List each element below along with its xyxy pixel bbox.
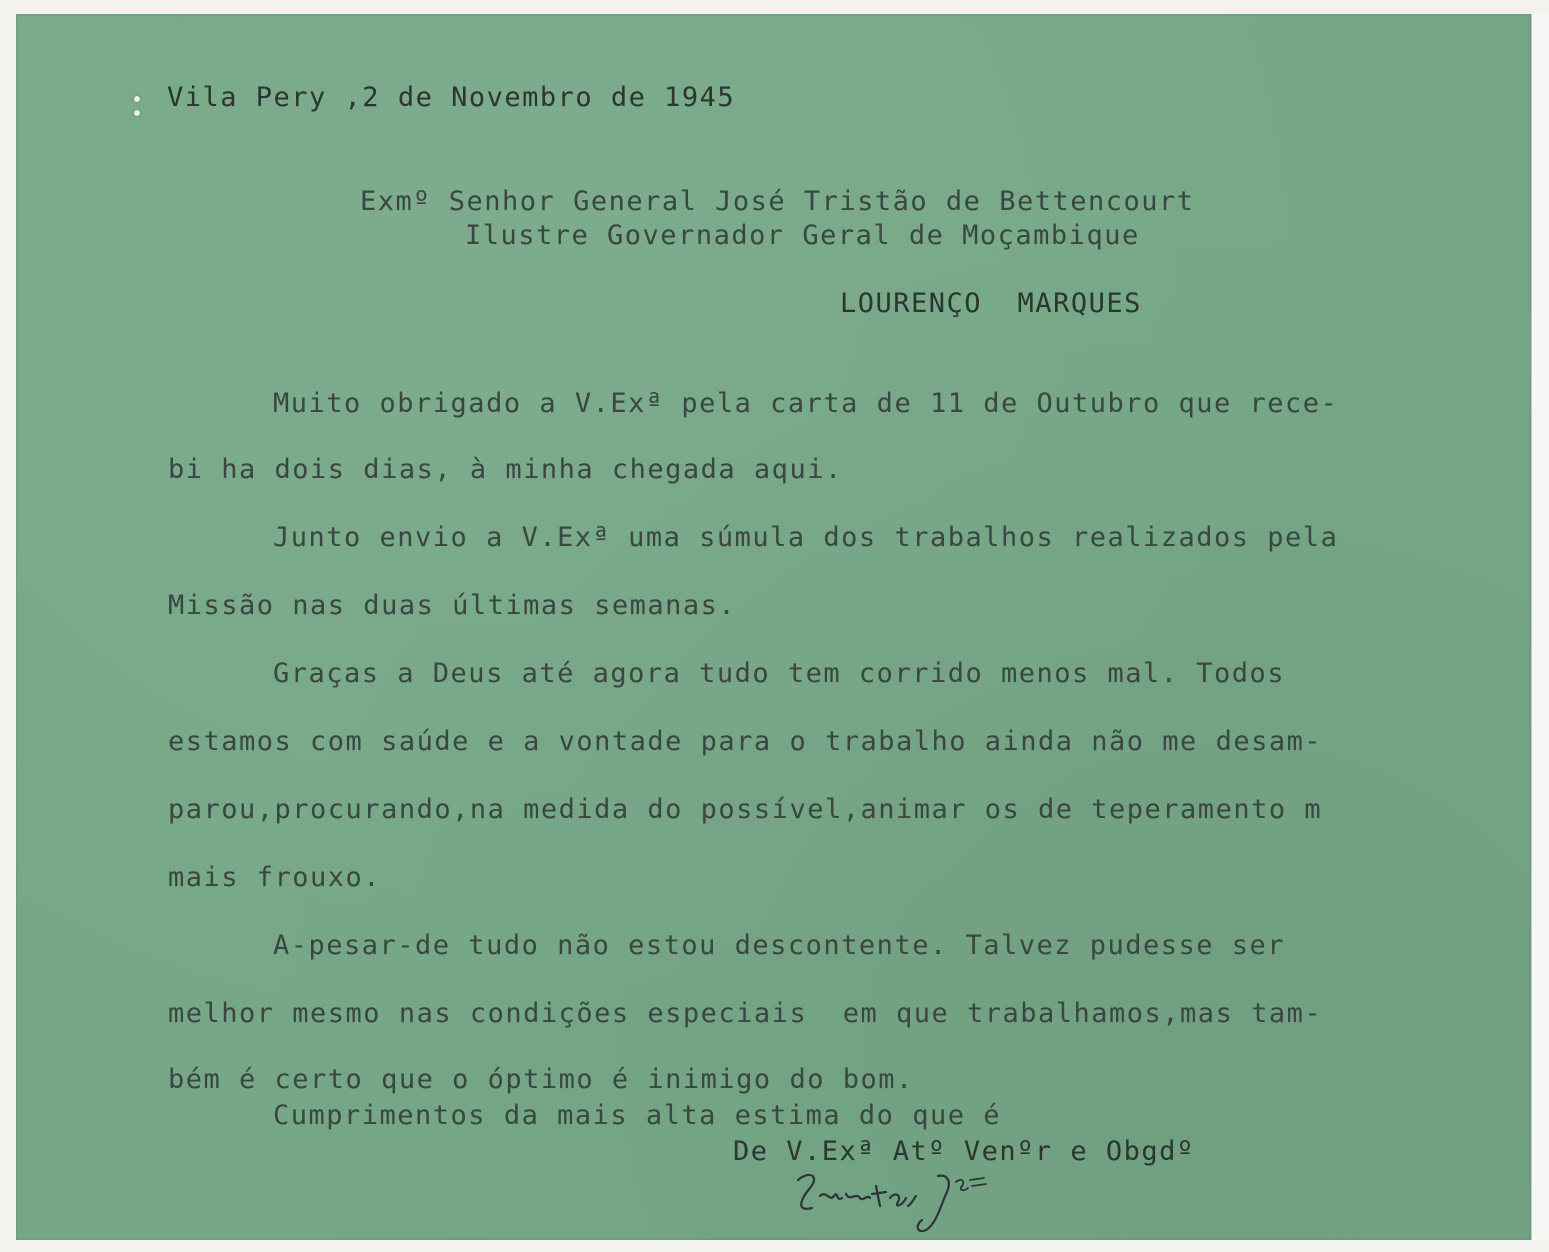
punch-mark	[134, 110, 140, 116]
addressee-line-2: Ilustre Governador Geral de Moçambique	[465, 220, 1140, 251]
punch-mark	[134, 96, 140, 102]
body-p3-line2: estamos com saúde e a vontade para o trabalho ainda não me desam-	[168, 726, 1323, 757]
body-p2-line1: Junto envio a V.Exª uma súmula dos trabalhos realizados pela	[273, 522, 1339, 553]
place-date: Vila Pery ,2 de Novembro de 1945	[167, 82, 736, 113]
body-p4-line1: A-pesar-de tudo não estou descontente. Talvez pudesse ser	[273, 930, 1286, 961]
body-p3-line4: mais frouxo.	[168, 862, 382, 893]
addressee-line-1: Exmº Senhor General José Tristão de Bettencourt	[360, 186, 1195, 217]
handwritten-signature	[790, 1168, 1010, 1238]
closing-line-2: De V.Exª Atº Venºr e Obgdº	[733, 1136, 1195, 1167]
body-p4-line2: melhor mesmo nas condições especiais em que trabalhamos,mas tam-	[168, 998, 1323, 1029]
closing-line-1: Cumprimentos da mais alta estima do que é	[273, 1100, 1001, 1131]
body-p4-line3: bém é certo que o óptimo é inimigo do bom.	[168, 1064, 914, 1095]
addressee-city: LOURENÇO MARQUES	[840, 288, 1142, 319]
body-p3-line3: parou,procurando,na medida do possível,animar os de teperamento m	[168, 794, 1323, 825]
body-p1-line1: Muito obrigado a V.Exª pela carta de 11 de Outubro que rece-	[273, 388, 1339, 419]
body-p1-line2: bi ha dois dias, à minha chegada aqui.	[168, 454, 843, 485]
body-p3-line1: Graças a Deus até agora tudo tem corrido menos mal. Todos	[273, 658, 1286, 689]
page-edge	[1531, 14, 1549, 1240]
body-p2-line2: Missão nas duas últimas semanas.	[168, 590, 737, 621]
